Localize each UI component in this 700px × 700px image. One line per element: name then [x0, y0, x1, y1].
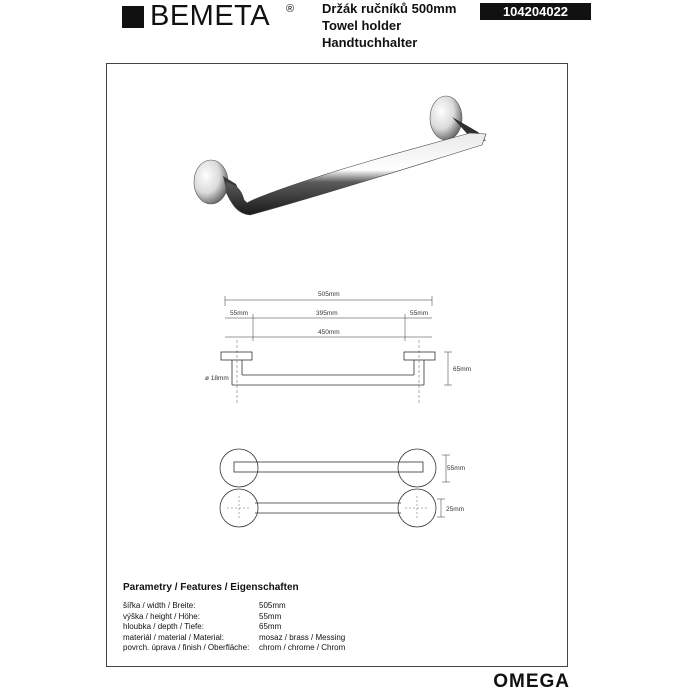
param-label: šířka / width / Breite:: [123, 601, 196, 610]
dim-front-height: 55mm: [447, 465, 466, 472]
series-name: OMEGA: [493, 671, 570, 692]
param-row-finish: [123, 643, 563, 654]
dim-bottom-depth: 25mm: [446, 506, 465, 513]
param-value: 505mm: [259, 601, 286, 610]
dim-diameter: ø 18mm: [205, 375, 229, 382]
param-value: mosaz / brass / Messing: [259, 632, 346, 642]
dim-left-offset: 55mm: [230, 310, 249, 317]
param-row-height: [123, 612, 563, 623]
product-code: 104204022: [480, 3, 591, 20]
param-value: chrom / chrome / Chrom: [259, 643, 346, 652]
dim-total-width: 505mm: [318, 291, 340, 298]
param-row-width: [123, 601, 563, 612]
front-view-drawing: [220, 489, 445, 527]
dim-right-offset: 55mm: [410, 310, 429, 317]
param-row-depth: [123, 622, 563, 633]
param-label: hloubka / depth / Tiefe:: [123, 622, 204, 631]
dim-height: 65mm: [453, 366, 472, 373]
parameters-table: [123, 582, 563, 654]
param-value: 55mm: [259, 611, 282, 621]
brand-name: BEMETA: [150, 0, 271, 32]
param-value: 65mm: [259, 622, 282, 631]
param-row-material: [123, 633, 563, 644]
param-label: výška / height / Höhe:: [123, 611, 200, 621]
product-photo: [194, 96, 486, 215]
title-english: Towel holder: [322, 18, 402, 33]
title-czech: Držák ručníků 500mm: [322, 1, 457, 16]
parameters-heading: Parametry / Features / Eigenschaften: [123, 582, 299, 593]
registered-mark: ®: [286, 3, 295, 15]
top-view-drawing: [220, 449, 450, 487]
dim-inner-length: 395mm: [316, 310, 338, 317]
title-german: Handtuchhalter: [322, 35, 418, 50]
param-label: materiál / material / Material:: [123, 632, 224, 642]
dim-centers: 450mm: [318, 329, 340, 336]
param-label: povrch. úprava / finish / Oberfläche:: [123, 643, 250, 652]
